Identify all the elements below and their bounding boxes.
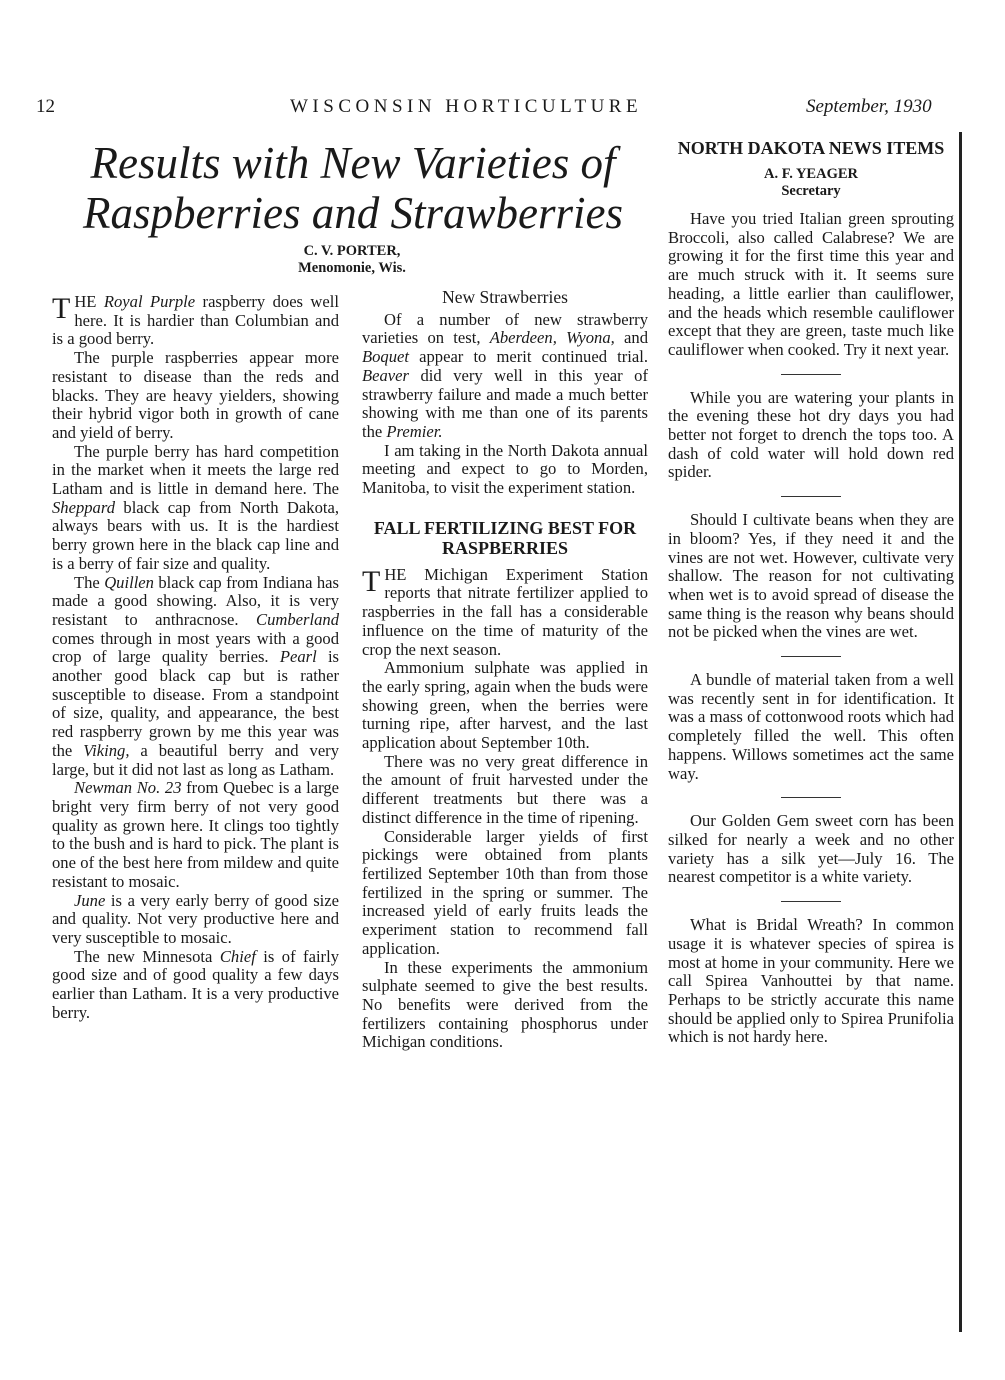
paragraph: THE Michigan Experiment Station reports that nitrate fertilizer applied to raspberries in the fall has a considerable influence on the time of maturity of the crop the next season.: [362, 564, 648, 659]
paragraph: The purple berry has hard competition in the market when it meets the large red Latham and is little in demand here. The Sheppard black cap from North Dakota, always bears with us. It is the hardiest berry grown here in the black cap line and is a berry of fair size and quality.: [52, 441, 339, 573]
byline: [262, 243, 442, 277]
news-item: Our Golden Gem sweet corn has been silked for nearly a week and no other variety has a silk yet—July 16. The nearest competitor is a white variety.: [668, 811, 954, 887]
news-item: What is Bridal Wreath? In common usage it is whatever species of spirea is most at home in your community. Here we call Spirea Vanhouttei by that name. Perhaps to be strictly accurate this name should be applied only to Spirea Prunifolia which is not hardy here.: [668, 915, 954, 1047]
section-author-role: Secretary: [781, 183, 841, 199]
paragraph: Of a number of new strawberry varieties on test, Aberdeen, Wyona, and Boquet appear to merit continued trial. Beaver did very well in this year of strawberry failure and made a much better showing with me than one of its parents the Premier.: [362, 309, 649, 441]
paragraph: Newman No. 23 from Quebec is a large bright very firm berry of not very good quality as grown here. It clings too tightly to the bush and is hard to pick. The plant is one of the best here from mildew and quite resistant to mosaic.: [52, 778, 340, 891]
paragraph: The new Minnesota Chief is of fairly good size and of good quality a few days earlier than Latham. It is a very productive berry.: [52, 946, 339, 1022]
paragraph: Ammonium sulphate was applied in the early spring, again when the buds were showing green, when the berries were turning ripe, after harvest, and the last application about September 10th.: [362, 658, 648, 753]
author-location: Menomonie, Wis.: [298, 260, 406, 276]
drop-cap: T: [52, 292, 71, 325]
right-margin-rule: [959, 132, 962, 1332]
news-item: Should I cultivate beans when they are in bloom? Yes, if they need it and the vines are not wet. However, cultivate very shallow. The reason for not cultivating when wet is to avoid spread of disease the same thing is the reason why beans should not be picked when the vines are wet.: [668, 510, 954, 642]
news-item: A bundle of material taken from a well was recently sent in for identification. It was a mass of cottonwood roots which had completely filled the well. This often happens. Willows sometimes act the same way.: [668, 670, 954, 783]
paragraph: Considerable larger yields of first pickings were obtained from plants fertilized September 10th than from those fertilized in the spring or summer. The increased yield of early fruits leads the experiment station to recommend fall application.: [362, 826, 648, 958]
page-number: 12: [36, 96, 55, 117]
news-item: While you are watering your plants in the evening these hot dry days you had better not forget to drench the tops too. A dash of cold water will hold down red spider.: [668, 387, 954, 482]
section-heading-strawberries: New Strawberries: [442, 287, 568, 307]
journal-title: WISCONSIN HORTICULTURE: [290, 96, 643, 117]
article-title-line-2: Raspberries and Strawberries: [83, 188, 623, 238]
paragraph: THE Royal Purple raspberry does well here. It is hardier than Columbian and is a good berry.: [52, 292, 339, 349]
paragraph: I am taking in the North Dakota annual meeting and expect to go to Morden, Manitoba, to visit the experiment station.: [362, 440, 648, 498]
author-name: C. V. PORTER,: [303, 243, 401, 259]
section-heading-north-dakota: NORTH DAKOTA NEWS ITEMS: [677, 138, 945, 158]
middle-column: [362, 288, 648, 1052]
paragraph: June is a very early berry of good size and quality. Not very productive here and very susceptible to mosaic.: [52, 890, 339, 947]
section-heading-fall-fertilizing: FALL FERTILIZING BEST FOR RASPBERRIES: [373, 517, 637, 558]
news-item: Have you tried Italian green sprouting Broccoli, also called Calabrese? We are growing it for the first time this year and are much struck with it. It seems sure heading, a little earlier than cauliflower, and the heads which resemble cauliflower except that they are green, taste much like cauliflower when cooked. Try it next year.: [668, 209, 954, 359]
section-author: A. F. YEAGER: [764, 166, 858, 182]
paragraph: The Quillen black cap from Indiana has made a good showing. Also, it is very resistant to anthracnose. Cumberland comes through in most years with a good crop of large quality berries. Pearl is another good black cap but is rather susceptible to disease. From a standpoint of size, quality, and appearance, the best red raspberry grown by me this year was the Viking, a beautiful berry and very large, but it did not last as long as Latham.: [52, 572, 340, 779]
drop-cap: T: [362, 564, 381, 598]
paragraph: The purple raspberries appear more resistant to disease than the reds and blacks. They are heavy yielders, showing their hybrid vigor both in growth of cane and yield of berry.: [52, 348, 339, 442]
north-dakota-column: [668, 138, 954, 1047]
paragraph: In these experiments the ammonium sulphate seemed to give the best results. No benefits were derived from the fertilizers containing phosphorus under Michigan conditions.: [362, 957, 648, 1052]
paragraph: There was no very great difference in the amount of fruit harvested under the different treatments but there was a distinct difference in the time of ripening.: [362, 751, 648, 827]
article-title-line-1: Results with New Varieties of: [90, 138, 616, 188]
raspberry-article-column: [52, 293, 339, 1022]
issue-date: September, 1930: [806, 96, 932, 117]
article-title: [58, 138, 648, 238]
